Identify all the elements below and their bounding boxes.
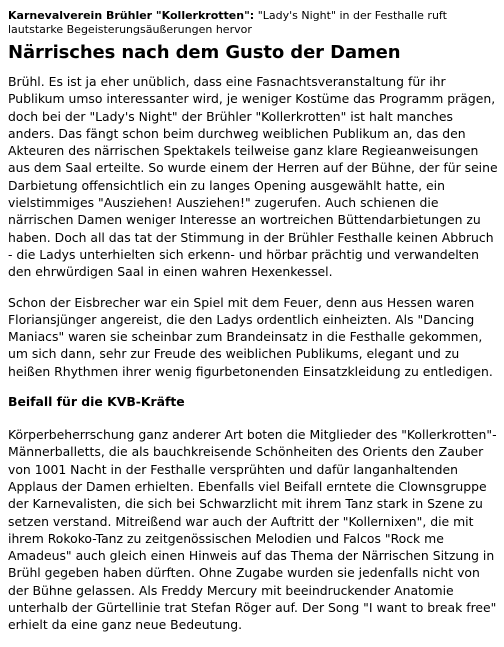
teaser-lead: Karnevalverein Brühler "Kollerkrotten": bbox=[8, 9, 255, 22]
article bbox=[8, 9, 498, 647]
teaser-text: "Lady's Night" in der Festhalle ruft lautstarke Begeisterungsäußerungen hervor bbox=[8, 9, 447, 36]
article-paragraph: Schon der Eisbrecher war ein Spiel mit dem Feuer, denn aus Hessen waren Floriansjünger angereist, die den Ladys ordentlich einheizten. Als "Dancing Maniacs" waren sie scheinbar zum Brandeinsatz in die Festhalle gekommen, um sich dann, sehr zur Freude des weiblichen Publikums, elegant und zu heißen Rhythmen ihrer wenig figurbetonenden Einsatzkleidung zu entledigen. bbox=[8, 294, 493, 379]
article-paragraph: Körperbeherrschung ganz anderer Art boten die Mitglieder des "Kollerkrotten"-Männerballetts, die als bauchkreisende Schönheiten des Orients den Zauber von 1001 Nacht in der Festhalle versprühten und dafür langanhaltenden Applaus der Damen erhielten. Ebenfalls viel Beifall erntete die Clownsgruppe der Karnevalisten, die sich bei Schwarzlicht mit ihrem Tanz stark in Szene zu setzen verstand. Mitreißend war auch der Auftritt der "Kollernixen", die mit ihrem Rokoko-Tanz zu zeitgenössischen Melodien und Falcos "Rock me Amadeus" auch gleich einen Hinweis auf das Thema der Närrischen Sitzung in Brühl gegeben haben dürften. Ohne Zugabe wurden sie jedenfalls nicht von der Bühne gelassen. Als Freddy Mercury mit beeindruckender Anatomie unterhalb der Gürtellinie trat Stefan Röger auf. Der Song "I want to break free" erhielt da eine ganz neue Bedeutung. bbox=[8, 427, 497, 633]
article-paragraph: Brühl. Es ist ja eher unüblich, dass eine Fasnachtsveranstaltung für ihr Publikum umso interessanter wird, je weniger Kostüme das Programm prägen, doch bei der "Lady's Night" der Brühler "Kollerkrotten" ist halt manches anders. Das fängt schon beim durchweg weiblichen Publikum an, das den Akteuren des närrischen Spektakels teilweise ganz klare Regieanweisungen aus dem Saal erteilte. So wurde einem der Herren auf der Bühne, der für seine Darbietung offensichtlich ein zu langes Opening ausgewählt hatte, ein vielstimmiges "Ausziehen! Ausziehen!" zugerufen. Auch schienen die närrischen Damen weniger Interesse an wortreichen Büttendarbietungen zu haben. Doch all das tat der Stimmung in der Brühler Festhalle keinen Abbruch - die Ladys unterhielten sich erkenn- und hörbar prächtig und verwandelten den ehrwürdigen Saal in einen wahren Hexenkessel. bbox=[8, 74, 498, 280]
article-headline: Närrisches nach dem Gusto der Damen bbox=[8, 42, 401, 63]
section-subheading: Beifall für die KVB-Kräfte bbox=[8, 394, 185, 410]
article-teaser bbox=[8, 9, 498, 37]
